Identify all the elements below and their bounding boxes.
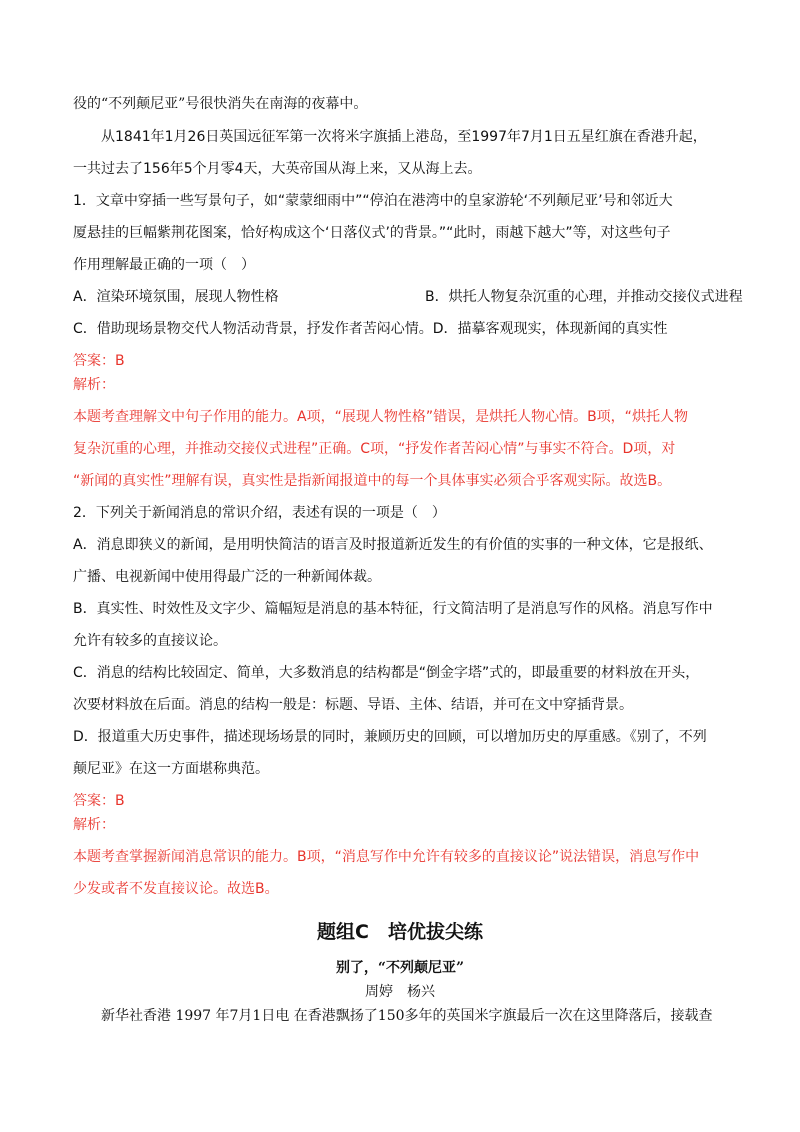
question-2-option-a: A．消息即狭义的新闻，是用明快简洁的语言及时报道新近发生的有价值的实事的一种文体，它是报纸、 [73,537,713,553]
passage-line: 役的“不列颠尼亚”号很快消失在南海的夜幕中。 [73,96,368,112]
question-2-option-d: D．报道重大历史事件，描述现场场景的同时，兼顾历史的回顾，可以增加历史的厚重感。《别了，不列 [73,729,707,745]
question-2-option-c: C．消息的结构比较固定、简单，大多数消息的结构都是“倒金字塔”式的，即最重要的材料放在开头， [73,665,700,681]
question-1-stem: 作用理解最正确的一项（ ） [73,257,255,273]
question-1-stem: 厦悬挂的巨幅紫荆花图案，恰好构成这个‘日落仪式’的背景。”“此时，雨越下越大”等，对这些句子 [73,225,671,241]
question-1-analysis: 本题考查理解文中句子作用的能力。A项，“展现人物性格”错误，是烘托人物心情。B项，“烘托人物 [73,409,688,425]
question-1-analysis: 复杂沉重的心理，并推动交接仪式进程”正确。C项，“抒发作者苦闷心情”与事实不符合。D项，对 [73,441,676,457]
passage-line: 一共过去了156年5个月零4天，大英帝国从海上来，又从海上去。 [73,161,482,177]
question-2-option-b: 允许有较多的直接议论。 [73,633,227,649]
question-2-answer: 答案：B [73,793,125,809]
passage-line: 从1841年1月26日英国远征军第一次将米字旗插上港岛，至1997年7月1日五星红旗在香港升起， [101,129,707,145]
question-1-answer: 答案：B [73,353,125,369]
question-2-option-a: 广播、电视新闻中使用得最广泛的一种新闻体裁。 [73,569,381,585]
question-1-options-ab [73,288,743,306]
question-1-option-b: B．烘托人物复杂沉重的心理，并推动交接仪式进程 [425,289,743,305]
article-title: 别了，“不列颠尼亚” [335,960,465,976]
question-1-option-a: A．渲染环境氛围，展现人物性格 [73,289,279,305]
question-1-stem: 1．文章中穿插一些写景句子，如“蒙蒙细雨中”“停泊在港湾中的皇家游轮‘不列颠尼亚’号和邻近大 [73,193,673,209]
question-2-option-d: 颠尼亚》在这一方面堪称典范。 [73,761,269,777]
question-2-option-c: 次要材料放在后面。消息的结构一般是：标题、导语、主体、结语，并可在文中穿插背景。 [73,697,633,713]
question-2-analysis: 本题考查掌握新闻消息常识的能力。B项，“消息写作中允许有较多的直接议论”说法错误，消息写作中 [73,849,700,865]
question-1-analysis: “新闻的真实性”理解有误，真实性是指新闻报道中的每一个具体事实必须合乎客观实际。故选B。 [73,473,672,489]
question-1-options-cd: C．借助现场景物交代人物活动背景，抒发作者苦闷心情。D．描摹客观现实，体现新闻的真实性 [73,321,668,337]
article-first-line: 新华社香港 1997 年7月1日电 在香港飘扬了150多年的英国米字旗最后一次在这里降落后，接载查 [101,1008,713,1024]
section-title: 题组C 培优拔尖练 [317,921,483,943]
question-2-option-b: B．真实性、时效性及文字少、篇幅短是消息的基本特征，行文简洁明了是消息写作的风格。消息写作中 [73,601,713,617]
question-2-analysis: 少发或者不发直接议论。故选B。 [73,881,279,897]
question-2-stem: 2．下列关于新闻消息的常识介绍，表述有误的一项是（ ） [73,505,446,521]
question-2-analysis-label: 解析： [73,817,115,833]
question-1-analysis-label: 解析： [73,377,115,393]
article-byline: 周婷 杨兴 [365,984,435,1000]
